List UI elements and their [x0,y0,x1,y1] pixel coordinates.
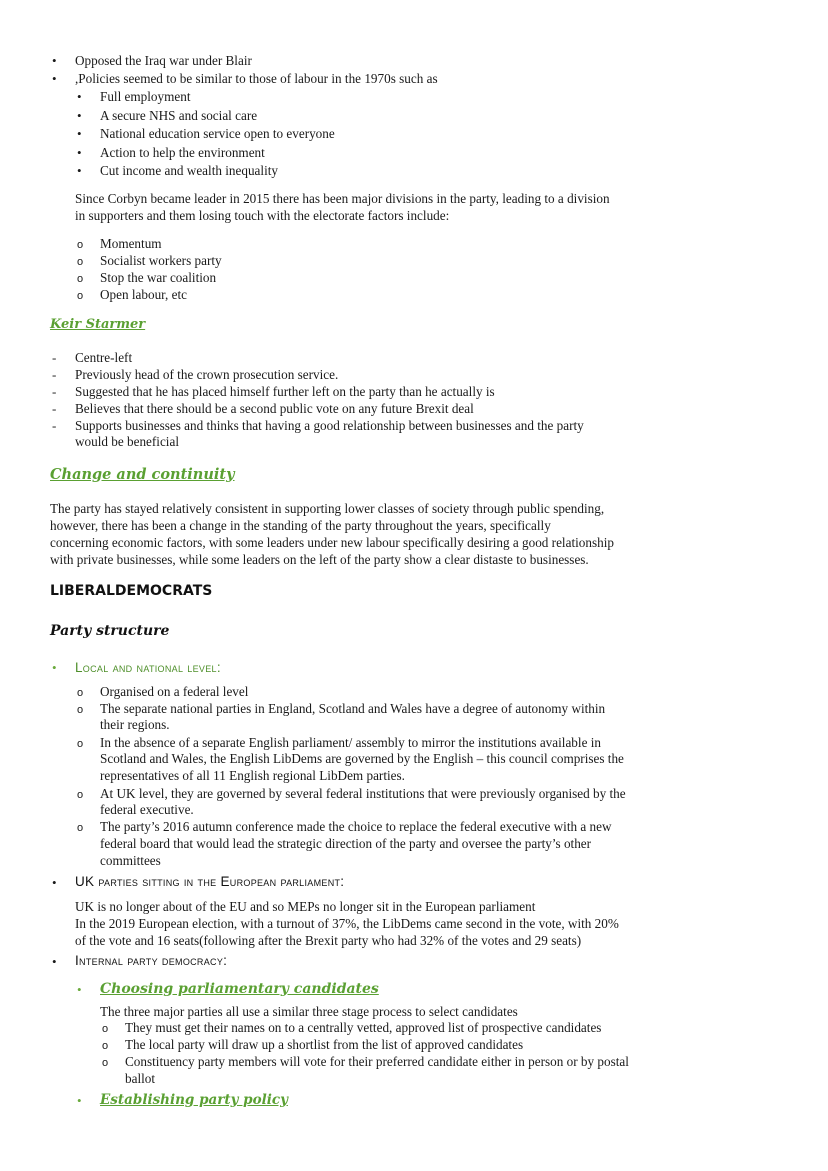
circle-bullet-icon [77,286,83,305]
change-paragraph-line: however, there has been a change in the standing of the party throughout the years, specifically [50,518,551,533]
eu-parliament-heading: UK parties sitting in the European parliament: [75,874,345,889]
policy-item: National education service open to everyone [100,126,335,141]
labour-bullet: Opposed the Iraq war under Blair [75,53,252,68]
circle-bullet-icon [77,785,83,804]
change-paragraph-line: concerning economic factors, with some leaders under new labour specifically desiring a good relationship [50,535,614,550]
bullet-icon [52,52,57,69]
candidates-point-cont: ballot [125,1071,156,1086]
change-heading: Change and continuity [50,466,235,483]
faction-item: Stop the war coalition [100,270,217,285]
circle-bullet-icon [77,700,83,719]
bullet-icon [77,162,82,179]
dash-bullet-icon [52,417,56,434]
circle-bullet-icon [77,734,83,753]
internal-democracy-heading: Internal party democracy: [75,953,228,968]
corbyn-paragraph-line: Since Corbyn became leader in 2015 there has been major divisions in the party, leading to a division [75,191,610,206]
starmer-point: Suggested that he has placed himself further left on the party than he actually is [75,384,495,399]
labour-bullet: ,Policies seemed to be similar to those of labour in the 1970s such as [75,71,438,86]
local-point-cont: representatives of all 11 English regional LibDem parties. [100,768,405,783]
eu-line: UK is no longer about of the EU and so MEPs no longer sit in the European parliament [75,899,536,914]
candidates-heading: Choosing parliamentary candidates [100,981,379,997]
local-point: In the absence of a separate English parliament/ assembly to mirror the institutions available in [100,735,601,750]
bullet-icon [77,88,82,105]
libdems-title: LIBERALDEMOCRATS [50,583,213,599]
starmer-point: Supports businesses and thinks that having a good relationship between businesses and the party [75,418,584,433]
policy-item: Full employment [100,89,191,104]
faction-item: Open labour, etc [100,287,187,302]
local-point: Organised on a federal level [100,684,249,699]
local-point-cont: federal executive. [100,802,194,817]
green-bullet-icon [52,659,57,676]
dash-bullet-icon [52,349,56,366]
local-national-heading: Local and national level: [75,660,221,675]
faction-item: Momentum [100,236,162,251]
starmer-point: Centre-left [75,350,133,365]
local-point-cont: federal board that would lead the strategic direction of the party and oversee the party’s other [100,836,592,851]
starmer-heading: Keir Starmer [50,317,146,332]
circle-bullet-icon [77,818,83,837]
local-point: At UK level, they are governed by several federal institutions that were previously organised by the [100,786,626,801]
policy-item: Cut income and wealth inequality [100,163,278,178]
local-point-cont: their regions. [100,717,170,732]
starmer-point-cont: would be beneficial [75,434,179,449]
local-point-cont: committees [100,853,161,868]
bullet-icon [77,144,82,161]
circle-bullet-icon [102,1053,108,1072]
green-bullet-icon [77,981,82,998]
candidates-point: Constituency party members will vote for their preferred candidate either in person or by postal [125,1054,629,1069]
corbyn-paragraph-line: in supporters and them losing touch with the electorate factors include: [75,208,450,223]
bullet-icon [52,874,57,891]
starmer-point: Believes that there should be a second public vote on any future Brexit deal [75,401,474,416]
dash-bullet-icon [52,366,56,383]
local-point-cont: Scotland and Wales, the English LibDems are governed by the English – this council comprises the [100,751,624,766]
change-paragraph-line: The party has stayed relatively consistent in supporting lower classes of society through public spending, [50,501,605,516]
policy-heading: Establishing party policy [100,1092,288,1108]
starmer-point: Previously head of the crown prosecution service. [75,367,339,382]
local-point: The party’s 2016 autumn conference made the choice to replace the federal executive with a new [100,819,612,834]
eu-line: In the 2019 European election, with a turnout of 37%, the LibDems came second in the vote, with 20% [75,916,619,931]
dash-bullet-icon [52,400,56,417]
party-structure-heading: Party structure [50,623,170,639]
bullet-icon [77,107,82,124]
eu-line: of the vote and 16 seats(following after the Brexit party who had 32% of the votes and 29 seats) [75,933,582,948]
candidates-intro: The three major parties all use a similar three stage process to select candidates [100,1004,518,1019]
bullet-icon [52,953,57,970]
faction-item: Socialist workers party [100,253,222,268]
dash-bullet-icon [52,383,56,400]
bullet-icon [77,125,82,142]
green-bullet-icon [77,1092,82,1109]
bullet-icon [52,70,57,87]
change-paragraph-line: with private businesses, while some leaders on the left of the party show a clear distaste to businesses. [50,552,589,567]
local-point: The separate national parties in England, Scotland and Wales have a degree of autonomy within [100,701,606,716]
candidates-point: The local party will draw up a shortlist from the list of approved candidates [125,1037,524,1052]
policy-item: Action to help the environment [100,145,265,160]
candidates-point: They must get their names on to a centrally vetted, approved list of prospective candidates [125,1020,602,1035]
policy-item: A secure NHS and social care [100,108,258,123]
